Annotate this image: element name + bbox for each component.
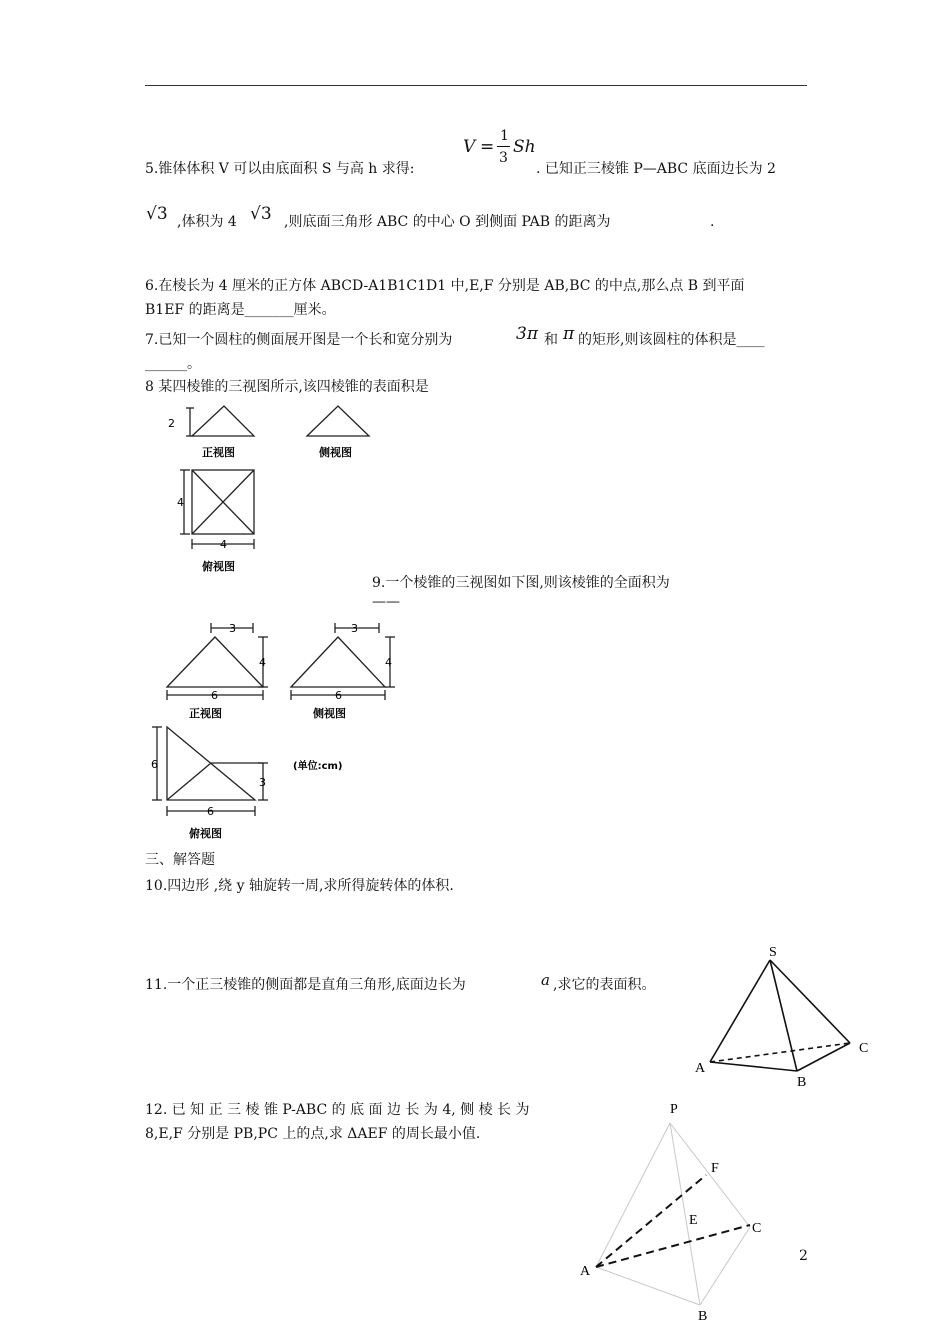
q12-line-2: 8,E,F 分别是 PB,PC 上的点,求 ΔAEF 的周长最小值.	[145, 1126, 481, 1142]
q8-dim-height: 2	[168, 417, 175, 430]
q12-pyramid-figure	[570, 1095, 810, 1344]
q9-side-dim-base: 6	[335, 689, 342, 702]
q7-value-pi: π	[563, 324, 575, 344]
q12-label-p: P	[670, 1102, 678, 1117]
q8-dim-side: 4	[177, 496, 184, 509]
q12-line-1: 12. 已 知 正 三 棱 锥 P-ABC 的 底 面 边 长 为 4, 侧 棱 长 为	[145, 1102, 530, 1118]
q9-front-label: 正视图	[189, 707, 222, 720]
q12-label-c: C	[752, 1221, 762, 1236]
formula-denominator: 3	[499, 150, 508, 166]
q11-label-c: C	[859, 1041, 869, 1056]
q11-pyramid-figure	[685, 940, 885, 1095]
q9-front-view-triangle	[167, 637, 263, 687]
q11-text-1: 11.一个正三棱锥的侧面都是直角三角形,底面边长为	[145, 977, 466, 993]
q5-end: .	[710, 214, 715, 230]
q9-side-dim-height: 4	[385, 656, 392, 669]
q5-text-2: . 已知正三棱锥 P—ABC 底面边长为 2	[536, 161, 776, 177]
q8-side-label: 侧视图	[319, 446, 352, 459]
q6-line-1: 6.在棱长为 4 厘米的正方体 ABCD-A1B1C1D1 中,E,F 分别是 AB,BC 的中点,那么点 B 到平面	[145, 278, 745, 294]
q9-dim-left: 6	[151, 758, 158, 771]
q9-side-label: 侧视图	[313, 707, 346, 720]
section-3-heading: 三、解答题	[145, 852, 215, 868]
q5-text-4: ,则底面三角形 ABC 的中心 O 到侧面 PAB 的距离为	[284, 214, 611, 230]
q9-dim-height: 4	[259, 656, 266, 669]
q6-line-2: B1EF 的距离是_______厘米。	[145, 302, 336, 318]
q9-unit: (单位:cm)	[293, 761, 343, 772]
q11-label-a: A	[695, 1061, 706, 1076]
q7-value-3pi: 3π	[516, 324, 538, 344]
q9-side-view-triangle	[291, 637, 385, 687]
q11-label-b: B	[797, 1075, 807, 1090]
q7-and: 和	[544, 332, 558, 348]
formula-numerator: 1	[500, 128, 509, 144]
q9-top-label: 俯视图	[189, 827, 222, 840]
q9-dim-bottom: 6	[207, 805, 214, 818]
q8-front-view-triangle	[192, 406, 254, 436]
root-3-a: √3	[146, 204, 168, 224]
q7-line-2: ______。	[145, 356, 201, 372]
q9-side-dim-top: 3	[351, 622, 358, 635]
q11-var-a: a	[541, 971, 550, 989]
q7-text-2: 的矩形,则该圆柱的体积是____	[578, 332, 765, 348]
q8-top-label: 俯视图	[202, 560, 235, 573]
q9-dim-right: 3	[259, 776, 266, 789]
q5-text-3: ,体积为 4	[177, 214, 237, 230]
q5-text-1: 5.锥体体积 V 可以由底面积 S 与高 h 求得:	[145, 161, 415, 177]
formula-v: V	[463, 137, 476, 157]
formula-sh: Sh	[513, 137, 536, 157]
formula-fraction-bar	[497, 146, 510, 147]
q12-label-a: A	[580, 1264, 591, 1279]
q8-side-view-triangle	[307, 406, 369, 436]
formula-equals: =	[480, 137, 495, 157]
q11-label-s: S	[769, 945, 777, 960]
q12-label-f: F	[711, 1161, 719, 1176]
q9-dim-top: 3	[229, 622, 236, 635]
header-rule	[145, 85, 807, 86]
q8-three-view-figure	[160, 398, 390, 578]
q8-front-label: 正视图	[202, 446, 235, 459]
q11-text-2: ,求它的表面积。	[553, 977, 656, 993]
q7-text-1: 7.已知一个圆柱的侧面展开图是一个长和宽分别为	[145, 332, 453, 348]
q10-text: 10.四边形 ,绕 y 轴旋转一周,求所得旋转体的体积.	[145, 878, 454, 894]
q8-dim-bottom: 4	[220, 538, 227, 551]
q9-dim-base: 6	[211, 689, 218, 702]
q9-text: 9.一个棱锥的三视图如下图,则该棱锥的全面积为	[372, 575, 670, 591]
page-number: 2	[799, 1248, 808, 1264]
q8-text: 8 某四棱锥的三视图所示,该四棱锥的表面积是	[145, 379, 429, 395]
q9-blank: ——	[372, 594, 400, 610]
q12-label-b: B	[698, 1309, 708, 1324]
q12-label-e: E	[689, 1213, 698, 1228]
root-3-b: √3	[250, 204, 272, 224]
q9-three-view-figure	[145, 615, 415, 845]
